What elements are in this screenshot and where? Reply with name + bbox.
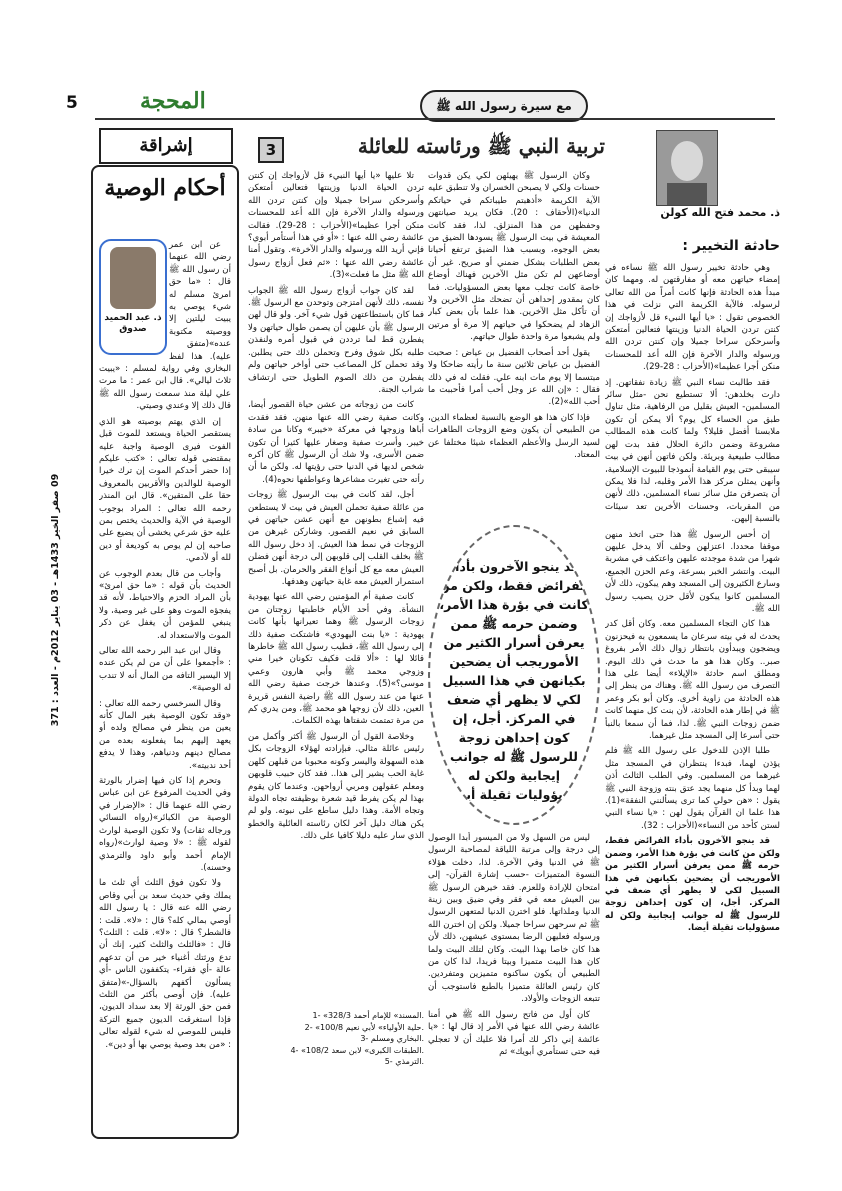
issue-info (50, 420, 66, 780)
paragraph: وأجاب من قال بعدم الوجوب عن الحديث بأن قوله : «ما حق امرئ» بأن المراد الحزم والاحتياط، لأنه قد يفجؤه الموت وهو على غير وصية، ولا ينبغي للمؤمن أن يغفل عن ذكر الموت والاستعداد له. (99, 568, 231, 641)
reference-item: 5- الترمذي. (384, 1057, 424, 1066)
paragraph: أجل، لقد كانت في بيت الرسول ﷺ زوجات من عائلة صفية تحملن العيش في بيت لا يستطعن فيه إشباع بطونهن مع أنهن عشن حياتهن في السابق في نعيم القصور. وشاركن غيرهن من الزوجات في نمط هذا العيش. إذ دخل رسول الله ﷺ بخلف القلب إلى قلوبهن إلى درجة أنهن فضلن العيش معه مع كل أنواع الفقر والحرمان. بل أصبح استمرار العيش معه غاية حياتهن وهدفها. (248, 490, 424, 587)
paragraph: كانت من زوجاته من عشن حياة القصور أيضا، وكانت صفية رضي الله عنها منهن. فقد فقدت أباها وزوجها في معركة «خيبر» وكانا من سادة خيبر. وأسرت صفية وصغار عليها كثيرا أن تكون ضمن الأسرى، ولا شك أن الرسول ﷺ كان أكره شخص لديها في الدنيا حتى رؤيتها له. ولكن ما أن رأته حتى تغيرت مشاعرها وعواطفها نحوه(4). (248, 400, 424, 485)
paragraph: طلبا الإذن للدخول على رسول الله ﷺ فلم يؤذن لهما، فبدءا ينتظران في المسجد مثل غيرهما من المسلمين. وفي الطلب الثالث أذن لهما وبدأ كل منهما يجد عتق بنته وزوجة النبي ﷺ يقول : «هن حولي كما ترى يسألنني النفقة»(1). هذا علما ان القرآن يقول لهن : «يا نساء النبي لستن كأحد من النساء»(الأحزاب : 32). (605, 746, 780, 831)
paragraph: كان أول من فاتح رسول الله ﷺ هي أمنا عائشة رضي الله عنها في الأمر إذ قال لها : «يا عائشة إني ذاكر لك أمرا فلا عليك أن لا تعجلي فيه حتى تستأمري أبويك» ثم (428, 1009, 600, 1057)
page-number: 5 (66, 93, 78, 113)
reference-item: 1- «المسند» للإمام أحمد 328/3. (312, 1011, 424, 1020)
reference-item: 3- البخاري ومسلم. (360, 1034, 424, 1043)
author-name: ذ. محمد فتح الله كولن (660, 206, 780, 219)
sidebar-box (91, 165, 239, 1139)
article-title: تربية النبي ﷺ ورئاسته للعائلة (357, 134, 605, 158)
paragraph: ليس من السهل ولا من الميسور أبدا الوصول إلى درجة وإلى مرتبة اللياقة لمصاحبة الرسول ﷺ في الدنيا وفي الآخرة. لذا، دخلت هؤلاء النسوة المتميزات -حسب إشارة القرآن- إلى امتحان للإرادة وللعزم. فقد خيرهن الرسول ﷺ بين العيش معه في فقر وفي ضيق وبين زينة الدنيا وملذاتها. فلو اخترن الدنيا لمتعهن الرسول ﷺ ثم سرحهن سراحا جميلا. ولكن إن اخترن الله ورسوله فعليهن الرضا بمستوى عيشهن، ذلك لأن هذا كان خاصا بهذا البيت. وكان لتلك البيت ولما كان هذا البيت متميزا وبيتا فريدا، لذا كان من الطبيعي أن يكون ساكنوه متميزين ومتفردين. كان رئيس العائلة متميزا بالطبع فاستوجب أن تتبعه الزوجات والأولاد. (428, 833, 600, 1005)
paragraph: وخلاصة القول أن الرسول ﷺ أكثر وأكمل من رئيس عائلة مثالي. فبإرادته لهؤلاء الزوجات بكل هذه السهولة واليسر وكونه محبوبا من قبلهن كلهن غاية الحب يشير إلى هذا.. فقد كان حبيب قلوبهن ومعلم عقولهن ومربي أرواحهن. وعندما كان يقوم بهذا لم يكن يفرط قيد شعرة بوظيفته تجاه الدولة وتجاه الأمة. وهذا دليل ساطع على نبوته. ولو لم يكن هناك دليل آخر لكان رئاسته العائلية والخطو الذي سار عليه دليلا كافيا على ذلك. (248, 731, 424, 842)
paragraph: كانت صفية أم المؤمنين رضي الله عنها يهودية النشأة. وفي أحد الأيام خاطبتها زوجتان من زوجات الرسول ﷺ وهما تعيرانها بأنها كانت يهودية : «يا بنت اليهودي» فاشتكت صفية ذلك إلى رسول الله ﷺ، فطيب رسول الله ﷺ خاطرها قائلا لها : «ألا قلت فكيف تكونان خيرا مني وزوجي محمد ﷺ وأبي هارون وعمي موسى؟»(5). وعندها خرجت صفية رضي الله عنها من عند رسول الله ﷺ راضية النفس قريرة العين، ذلك لأن زوجها هو محمد ﷺ، ومن يدري كم من مرة تمتمت شفتاها بهذه الكلمات. (248, 592, 424, 727)
paragraph: إن أحس الرسول ﷺ هذا حتى اتخذ منهن موقفا محددا. اعتزلهن وحلف ألا يدخل عليهن شهرا من شدة موجدته عليهن واعتكف في مشربة البيت. وانتشر الخبر بسرعة، وعم الحزن الجميع، وسارع الكثيرون إلى المسجد وهم يبكون، ذلك لأن المسلمين كانوا يبكون لأقل حزن يصيب رسول الله ﷺ. (605, 529, 780, 614)
paragraph: قد ينجو الآخرون بأداء الفرائض فقط، ولكن من كانت في بؤرة هذا الأمر، وضمن حرمه ﷺ ممن يعرفن أسرار الكثير من الأموريجب أن يضحين بكيانهن في هذا السبيل لكي لا يظهر أي ضعف في المركز. أجل، إن كون إحداهن زوجة للرسول ﷺ له جوانب إيجابية ولكن له مسؤوليات ثقيلة أيضا. (605, 836, 780, 934)
section-label: مع سيرة رسول الله ﷺ (420, 90, 588, 122)
subheading: حادثة التخيير : (682, 238, 780, 254)
paragraph: لقد كان جواب أزواج رسول الله ﷺ الجواب نفسه، ذلك لأنهن امتزجن وتوحدن مع الرسول ﷺ. فما كان باستطاعتهن قول شيء آخر. ولو قال لهن الرسول ﷺ بأن عليهن أن يصمن طوال حياتهن ولا يفطرن قط لما ترددن في قبول أمره ولنفذن طلبه بكل شوق وفرح وتحملن ذلك حتى يطلبن. وقد تحملن كل المصاعب حتى أواخر حياتهن ولم يفطرن من ذلك الصوم الطويل حتى ارتشاف شراب الجنة. (248, 285, 424, 395)
header-rule (95, 118, 775, 120)
references (248, 1010, 424, 1090)
article-column-2 (428, 170, 600, 510)
article-column-3 (248, 170, 424, 1130)
paragraph: إن الذي يهتم بوصيته هو الذي يستقصر الحياة ويستعد للموت قبل الفوت فيرى الوصية واجبة عليه بمقتضى قوله تعالى : «كتب عليكم إذا حضر أحدكم الموت إن ترك خيرا الوصية للوالدين والأقربين بالمعروف حقا على المتقين». قال ابن المنذر رحمه الله تعالى : المراد بوجوب الوصية في الآية والحديث يختص بمن عليه حق شرعي يخشى أن يضيع على صاحبه إن لم يوص به كوديعة أو دين لله أو لآدمي. (99, 416, 231, 564)
paragraph: فقد طالبت نساء النبي ﷺ زيادة نفقاتهن. إذ دارت بخلدهن: ألا تستطيع نحن -مثل سائر المسلمين- العيش بقليل من الرفاهية، مثل تناول طبق من الحساء كل يوم؟ ألا يمكن أن تكون ملابسنا أفضل قليلا؟ ولما كانت هذه المطالب مشروعة وضمن دائرة الحلال فقد بدت لهن مطالب طبيعية وبريئة. ولكن فاتهن أنهن في بيت سيبقى حتى يوم القيامة أنموذجا للبيوت الإسلامية، وأنهن يمثلن مركز هذا الأمر وقلبه، لذا فلا يمكن أن يتصرفن مثل سائر نساء المسلمين، ذلك لأنهن من المقربات، وحسنات الأخرين تعد سيئات بالنسبة إليهن. (605, 377, 780, 525)
issue-info-text: 09 صفر الخير 1433هـ - 03 يناير 2012م - العدد : 371 (50, 473, 61, 727)
sidebar-author-name: ذ. عبد الحميد صدوق (104, 313, 162, 334)
paragraph: عن ابن عمر رضي الله عنهما أن رسول الله ﷺ قال : «ما حق امرئ مسلم له شيء يوصي به يبيت ليلتين إلا ووصيته مكتوبة عنده»(متفق عليه). هذا لفظ البخاري وفي رواية لمسلم : «يبيت ثلاث ليالي». قال ابن عمر : ما مرت علي ليلة منذ سمعت رسول الله ﷺ قال ذلك إلا وعندي وصيتي. (99, 240, 231, 412)
paragraph: ولا تكون فوق الثلث أي ثلث ما يملك وفي حديث سعد بن أبي وقاص رضي الله عنه قال : يا رسول الله أوصي بمالي كله؟ قال : «لا». قلت : فالشطر؟ قال : «لا». قلت : الثلث؟ قال : «فالثلث والثلث كثير، إنك أن تدع ورثتك أغنياء خير من أن تدعهم عالة -أي فقراء- يتكففون الناس -أي يسألون أكفهم بالسؤال-»(متفق عليه). فإن أوصى بأكثر من الثلث فمن حق الورثة إلا بعد سداد الديون، فإذا استغرقت الديون جميع التركة فليس للموصي له شيء لقوله تعالى : «من بعد وصية يوصي بها أو دين». (99, 878, 231, 1050)
paragraph: وهي حادثة تخيير رسول الله ﷺ نساءه في إمضاء حياتهن معه أو مفارقتهن له. ومهما كان مبدأ هذه الحادثة فإنها كانت أمراً من الله تعالى لرسوله. فالآية الكريمة التي نزلت في هذا الخصوص تقول : «يا أيها النبيء قل لأزواجك إن كنتن تردن الحياة الدنيا وزينتها فتعالين أمتعكن وأسرحكن سراحا جميلا وإن كنتن تردن الله ورسوله والدار الآخرة فإن الله أعد للمحسنات منكن أجرا عظيما»(الأحزاب : 28-29). (605, 263, 780, 373)
pull-quote: قد ينجو الآخرون بأداء الفرائض فقط، ولكن من كانت في بؤرة هذا الأمر، وضمن حرمه ﷺ ممن يعرفن أسرار الكثير من الأموريجب أن يضحين بكيانهن في هذا السبيل لكي لا يظهر أي ضعف في المركز. أجل، إن كون إحداهن زوجة للرسول ﷺ له جوانب إيجابية ولكن له مسؤوليات ثقيلة أيضا (428, 525, 600, 825)
sidebar-text (99, 239, 231, 1129)
reference-item: 4- «الطبقات الكبرى» لابن سعد 108/2. (290, 1045, 424, 1055)
reference-item: 2- «حلية الأولياء» لأبي نعيم 100/8. (304, 1022, 424, 1032)
portrait-icon (657, 131, 717, 205)
paragraph: فإذا كان هذا هو الوضع بالنسبة لعظماء الدين، من الطبيعي أن يكون وضع الزوجات الطاهرات لسيد الرسل والأعظم العظماء شيئا مختلفا عن المعتاد. (428, 412, 600, 460)
sidebar-title: أحكام الوصية (104, 175, 226, 201)
sidebar-header: إشراقة (99, 128, 233, 164)
paragraph: تلا عليها «يا أيها النبيء قل لأزواجك إن كنتن تردن الحياة الدنيا وزينتها فتعالين أمتعكن وأسرحكن سراحا جميلا وإن كنتن تردن الله ورسوله والدار الآخرة فإن الله أعد للمحسنات منكن أجرا عظيما»(الأحزاب : 28-29). فقالت عائشة رضي الله عنها : «أو في هذا أستأمر أبوي؟ فإني أريد الله ورسوله والدار الآخرة». وتقول أمنا عائشة رضي الله عنها : «ثم فعل أزواج رسول الله ﷺ مثل ما فعلت»(3). (248, 171, 424, 281)
paragraph: وقال السرخسي رحمه الله تعالى : «وقد تكون الوصية بغير المال كأنه يعين من ينظر في مصالح ولده أو يعهد إليهم بما يفعلونه بعده من مصالح دينهم ودنياهم، وهذا لا يدفع أحد ندبيته». (99, 698, 231, 771)
paragraph: يقول أحد أصحاب الفضيل بن عياض : صحبت الفضيل بن عياض ثلاثين سنة ما رأيته ضاحكا ولا مبتسما إلا يوم مات ابنه علي. فقلت له في ذلك فقال : «إن الله عز وجل أحب أمرا فأحببت ما أحب الله»(2). (428, 347, 600, 408)
paragraph: وقال ابن عبد البر رحمه الله تعالى : «أجمعوا على أن من لم يكن عنده إلا اليسير التافه من المال أنه لا تندب له الوصية». (99, 646, 231, 694)
author-photo (656, 130, 718, 206)
magazine-name: المحجة (140, 88, 206, 114)
article-column-1 (605, 262, 780, 1122)
photo-spacer (99, 239, 169, 355)
paragraph: هذا كان التجاء المسلمين معه. وكان أقل كدر يحدث له في بيته سرعان ما يسمعون به فيحزنون ويضجون ويبدأون بانتظار زوال ذلك الأمر بفروغ صبر.. وكان هذا هو ما حدث في ذلك اليوم. ومطلق اسم حادثة «الإيلاء» أيضا على هذا التصرف من رسول الله ﷺ. وهناك من ينظر إلى هذه الحادثة من زاوية أخرى. وكان أبو بكر وعمر ﷺ في إطار هذه الحادثة، لأن بنت كل منهما كانت ضمن زوجات النبي ﷺ. لذا، فما أن سمعا بالنبأ حتى أسرعا إلى المسجد مثل غيرهما. (605, 619, 780, 742)
paragraph: وتحرم إذا كان فيها إضرار بالورثة وفي الحديث المرفوع عن ابن عباس رضي الله عنهما قال : «الإضرار في الوصية من الكبائر»(رواه النسائي ورجاله ثقات) ولا تكون الوصية لوارث لقوله ﷺ : «لا وصية لوارث»(رواه الإمام أحمد وأبو داود والترمذي وحسنه). (99, 776, 231, 873)
paragraph: وكان الرسول ﷺ يهيئهن لكي يكن قدوات حسنات ولكي لا يصبحن الخسران ولا تنطبق عليه الآية الكريمة «أذهبتم طيباتكم في حياتكم الدنيا»(الأحقاف : 20). فكان يريد صيانتهن وحفظهن من هذا المنزلق. لذا، فقد كانت المعيشة في بيت الرسول ﷺ يسودها الضيق من بعض الوجوه، وبسبب هذا الضيق ترتفع أحيانا بعض الطلبات بشكل ضمني أو صريح. غير أن أوضاعهن لم تكن مثل الآخرين فهناك أوضاع خاصة كانت تجلب معها بعض المسؤوليات. فما كان بمقدور إحداهن أن تضحك مثل الآخرين ولا أن تأكل مثل الآخرين. هذا علما بأن بعض كبار الزهاد لم يضحكوا في حياتهم إلا مرة أو مرتين ولم يشبعوا مرة واحدة طوال حياتهم. (428, 171, 600, 343)
article-column-2-bottom (428, 832, 600, 1132)
part-number: 3 (258, 137, 284, 163)
